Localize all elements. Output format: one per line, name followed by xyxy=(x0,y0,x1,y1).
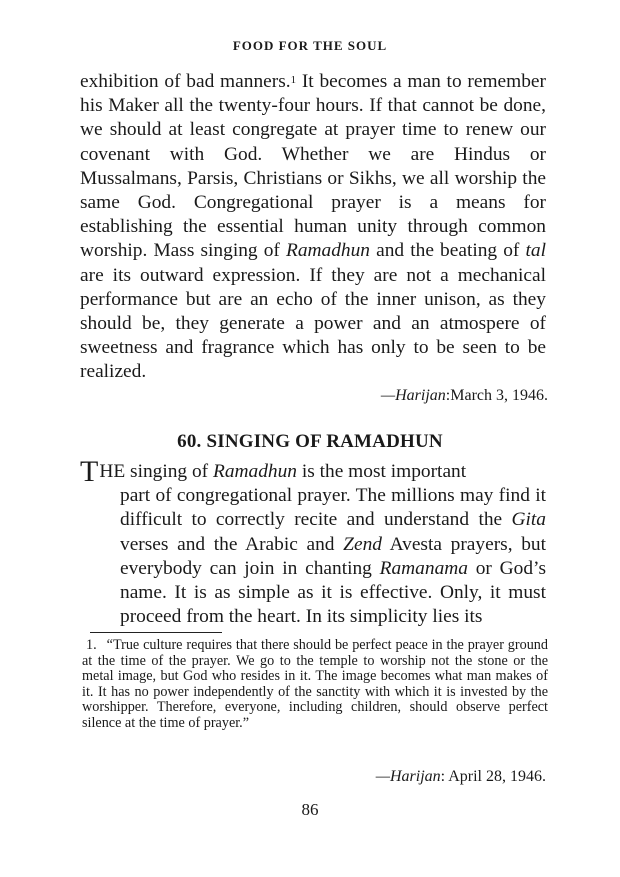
emphasis-ramadhun: Ramadhun xyxy=(285,240,371,262)
attribution-1-source: —Harijan xyxy=(380,387,446,404)
emphasis-ramanama: Ramanama xyxy=(379,557,468,579)
footnote-divider xyxy=(90,632,222,633)
footnote-number: 1. xyxy=(86,637,97,653)
attribution-2 xyxy=(376,768,546,786)
paragraph-2-text-e: Avesta prayers, but everybody can join in chanting xyxy=(120,533,546,579)
paragraph-2-text-b: is the most important xyxy=(297,461,467,482)
paragraph-1-text-c: and the beating of xyxy=(370,240,526,262)
paragraph-2-text-a: HE singing of xyxy=(99,461,213,482)
emphasis-ramadhun-2: Ramadhun xyxy=(212,461,298,482)
emphasis-gita: Gita xyxy=(511,509,546,531)
attribution-2-source: —Harijan xyxy=(375,768,441,785)
attribution-1-date: :March 3, 1946. xyxy=(445,387,548,404)
paragraph-1 xyxy=(80,70,546,385)
footnote xyxy=(82,638,548,732)
footnote-reference: 1 xyxy=(290,74,297,86)
paragraph-2 xyxy=(80,456,546,629)
attribution-2-date: : April 28, 1946. xyxy=(440,768,546,785)
page-number: 86 xyxy=(301,800,319,819)
paragraph-2-text-c: part of congregational prayer. The millions may find it difficult to correctly recite and understand the xyxy=(120,485,546,531)
paragraph-2-text-f: or God’s name. It is as simple as it is effective. Only, it must proceed from the heart. In its simplicity lies its xyxy=(120,557,546,628)
footnote-text: “True culture requires that there should be perfect peace in the prayer ground at the time of the prayer. We go to the temple to worship not the stone or the metal image, but God who resides in it. The image becomes what man makes of it. It has no power independently of the sanctity with which it is invested by the worshipper. Therefore, everyone, including children, should observe perfect silence at the time of prayer.” xyxy=(82,637,548,731)
attribution-1 xyxy=(381,387,548,405)
paragraph-1-text-a: exhibition of bad manners. xyxy=(80,71,291,92)
paragraph-1-text-b: It becomes a man to remember his Maker all the twenty-four hours. If that cannot be done, we should at least congregate at prayer time to renew our covenant with God. Whether we are Hindus or Mussalmans, Parsis, Christians or Sikhs, we all worship the same God. Congregational prayer is a means for establishing the essential human unity through common worship. Mass singing of xyxy=(80,71,546,262)
paragraph-1-text-d: are its outward expression. If they are not a mechanical performance but are an echo of the inner unison, as they should be, they generate a power and an atmospere of sweetness and fragrance which has only to be seen to be realized. xyxy=(80,264,546,383)
section-title: 60. SINGING OF RAMADHUN xyxy=(177,431,443,452)
running-head: FOOD FOR THE SOUL xyxy=(232,38,388,53)
paragraph-2-text-d: verses and the Arabic and xyxy=(120,533,344,555)
paragraph-2-body xyxy=(80,484,546,629)
emphasis-zend: Zend xyxy=(343,533,382,555)
emphasis-tal: tal xyxy=(525,240,546,262)
drop-cap: T xyxy=(80,455,99,488)
